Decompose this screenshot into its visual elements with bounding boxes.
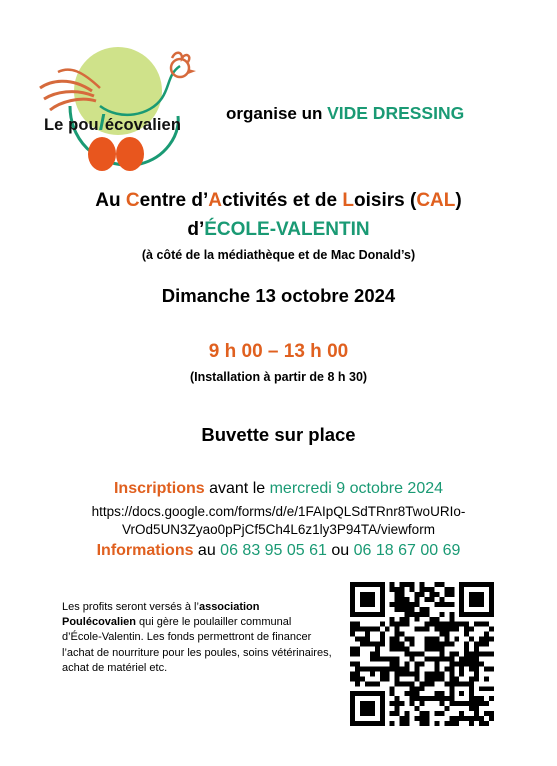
header-title: organise un VIDE DRESSING [226, 103, 465, 123]
venue-city: d’ÉCOLE-VALENTIN [187, 219, 370, 240]
form-link-continued[interactable]: VrOd5UN3Zyao0pPjCf5Ch4L6z1ly3P94TA/viewform [122, 522, 435, 537]
informations-line: Informations au 06 83 95 05 61 ou 06 18 67 00 69 [96, 542, 461, 559]
venue-line: Au Centre d’Activités et de Loisirs (CAL) [95, 190, 462, 211]
event-date: Dimanche 13 octobre 2024 [161, 285, 396, 306]
event-hours: 9 h 00 – 13 h 00 [208, 341, 349, 362]
hen-logo-icon [30, 36, 205, 176]
phone-1: 06 83 95 05 61 [220, 542, 327, 559]
install-note: (Installation à partir de 8 h 30) [189, 370, 368, 384]
profits-paragraph: Les profits seront versés à l’association Poulécovalien qui gère le poulailler communal d’École-Valentin. Les fonds permettront de financer l’achat de nourriture pour les poules, soins vétérinaires, achat de matériel etc. [62, 601, 332, 674]
inscriptions-line: Inscriptions avant le mercredi 9 octobre 2024 [113, 480, 444, 497]
form-link[interactable]: https://docs.google.com/forms/d/e/1FAIpQLSdTRnr8TwoURIo- [91, 504, 466, 519]
phone-2: 06 18 67 00 69 [353, 542, 461, 559]
buvette-note: Buvette sur place [201, 424, 356, 445]
qr-code-icon[interactable] [350, 582, 494, 726]
logo-wordmark: Le poulécovalien [44, 110, 182, 135]
venue-note: (à côté de la médiathèque et de Mac Donald’s) [141, 248, 416, 262]
event-name: VIDE DRESSING [327, 103, 465, 123]
